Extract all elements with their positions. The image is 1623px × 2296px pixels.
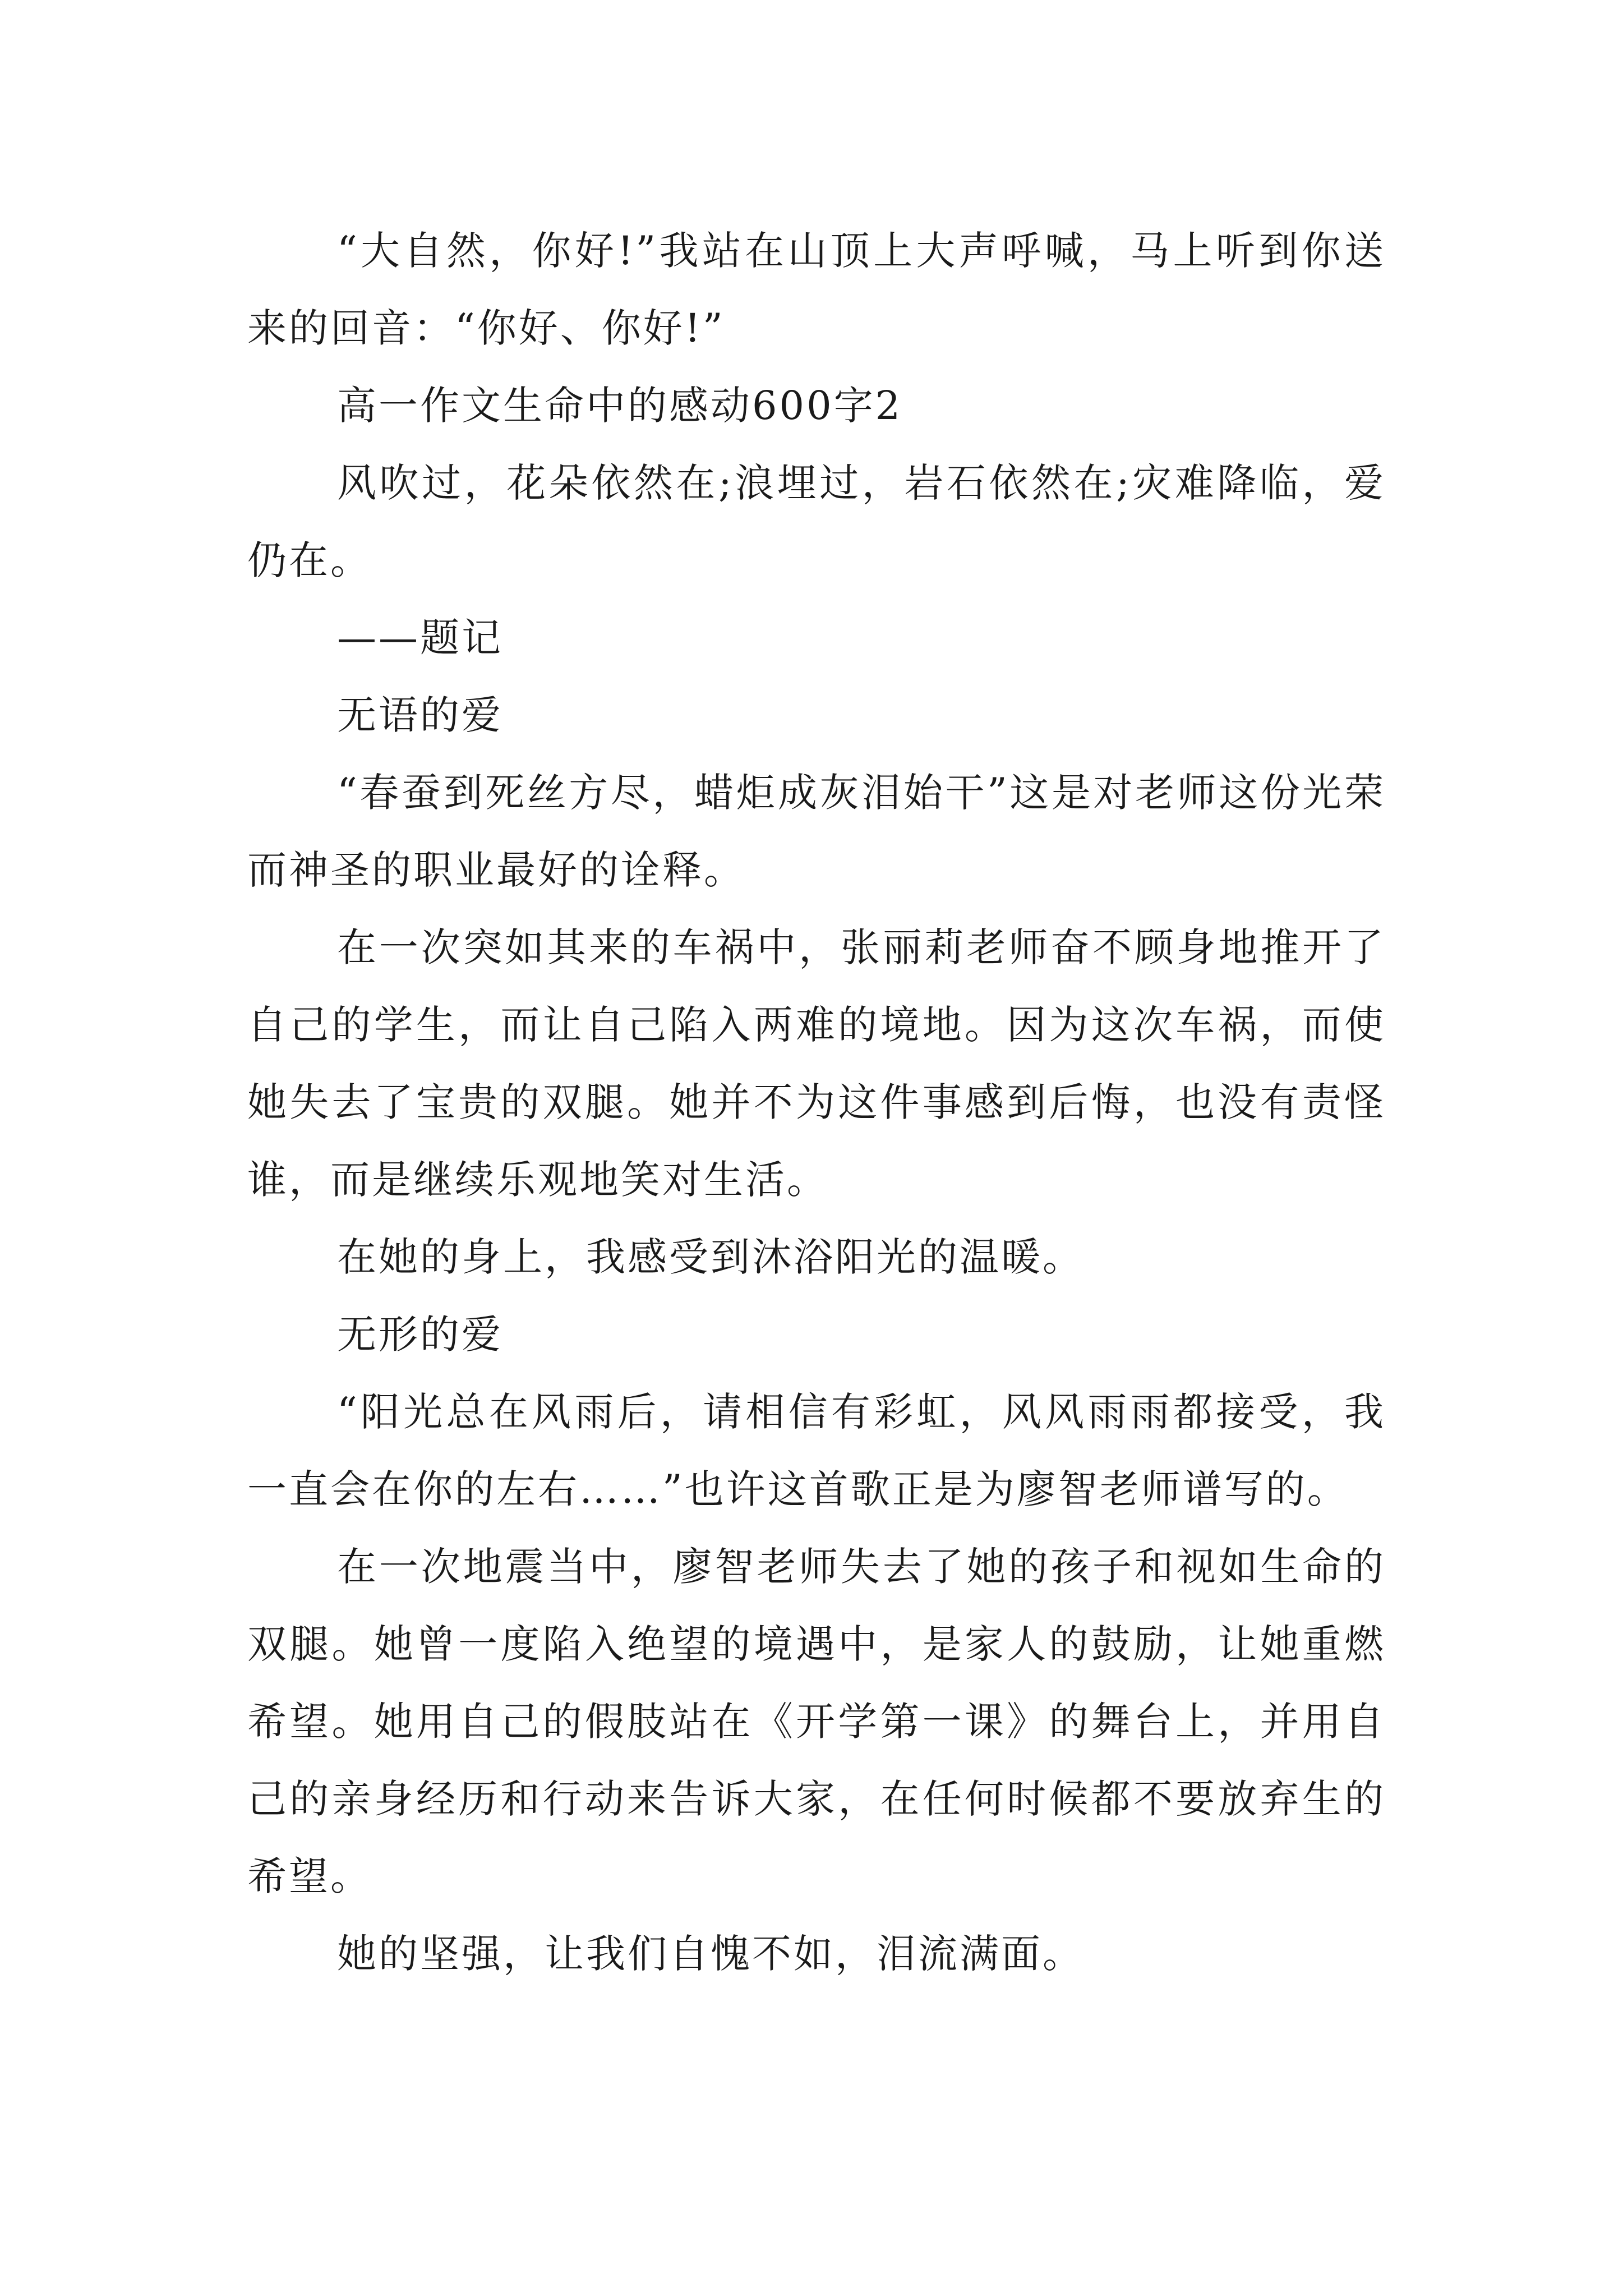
- paragraph-teacher-quote: “春蚕到死丝方尽，蜡炬成灰泪始干”这是对老师这份光荣而神圣的职业最好的诠释。: [247, 770, 1386, 893]
- paragraph-strength: 她的坚强，让我们自愧不如，泪流满面。: [337, 1931, 1084, 1977]
- section-heading-silent-love: 无语的爱: [337, 692, 503, 738]
- epigraph-attribution: ——题记: [337, 615, 503, 661]
- paragraph-car-accident: 在一次突如其来的车祸中，张丽莉老师奋不顾身地推开了自己的学生，而让自己陷入两难的境地。因为这次车祸，而使她失去了宝贵的双腿。她并不为这件事感到后悔，也没有责怪谁，而是继续乐观地笑对生活。: [247, 924, 1386, 1203]
- paragraph-epigraph: 风吹过，花朵依然在;浪埋过，岩石依然在;灾难降临，爱仍在。: [247, 460, 1386, 583]
- essay-title: 高一作文生命中的感动600字2: [337, 383, 903, 429]
- paragraph-warmth: 在她的身上，我感受到沐浴阳光的温暖。: [337, 1234, 1084, 1280]
- paragraph-earthquake: 在一次地震当中，廖智老师失去了她的孩子和视如生命的双腿。她曾一度陷入绝望的境遇中，是家人的鼓励，让她重燃希望。她用自己的假肢站在《开学第一课》的舞台上，并用自己的亲身经历和行动来告诉大家，在任何时候都不要放弃生的希望。: [247, 1544, 1386, 1899]
- section-heading-invisible-love: 无形的爱: [337, 1312, 503, 1358]
- document-body: [247, 212, 1386, 1993]
- paragraph-song-lyrics: “阳光总在风雨后，请相信有彩虹，风风雨雨都接受，我一直会在你的左右……”也许这首歌正是为廖智老师谱写的。: [247, 1389, 1386, 1512]
- paragraph-greeting: “大自然，你好!”我站在山顶上大声呼喊，马上听到你送来的回音：“你好、你好!”: [247, 228, 1386, 351]
